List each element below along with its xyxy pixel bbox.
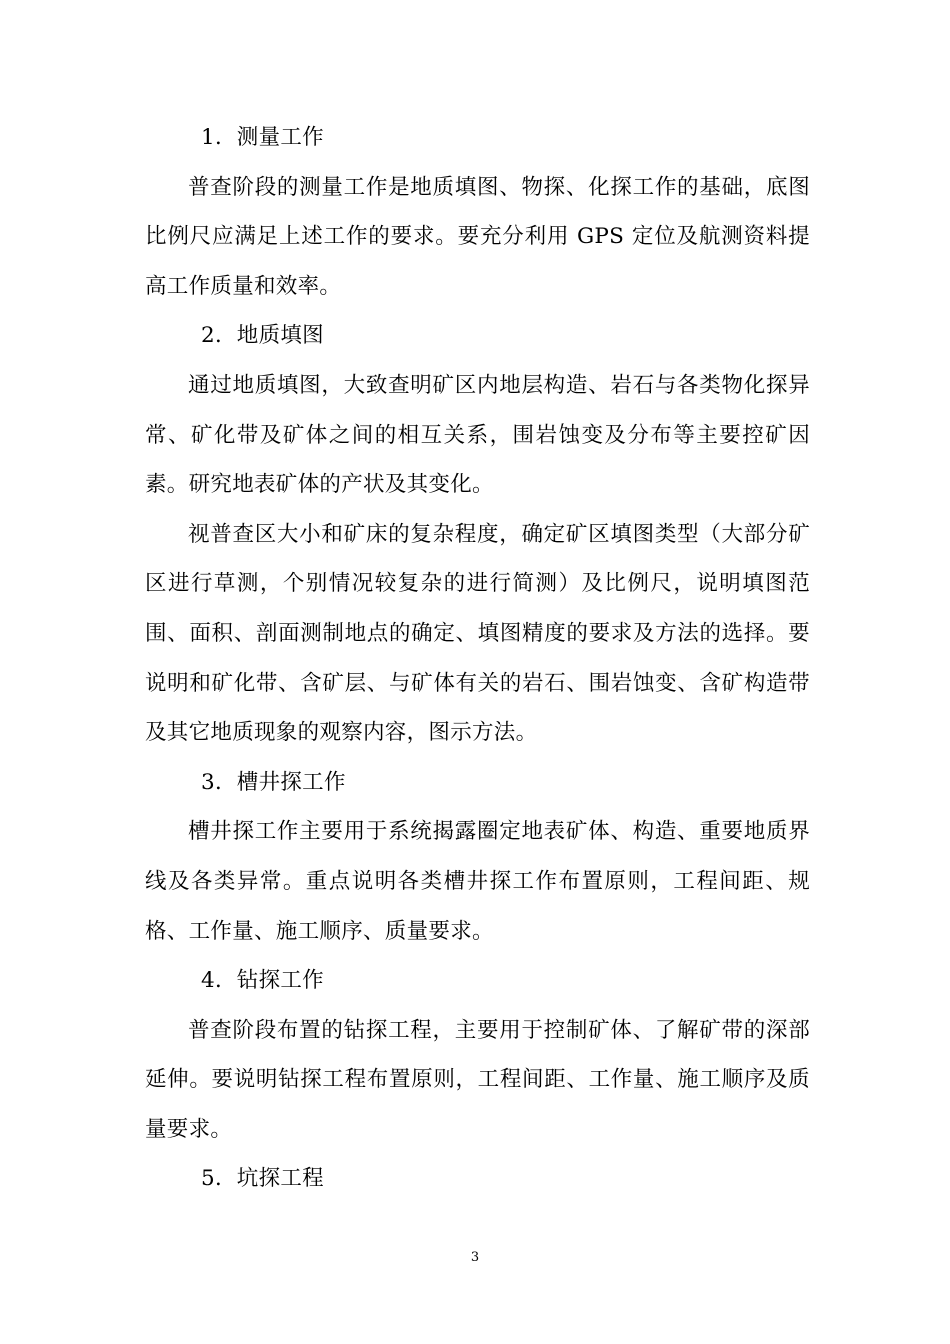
document-body	[145, 113, 810, 1204]
page-number: 3	[470, 1250, 480, 1265]
section-heading-trench-pit: 3．槽井探工作	[201, 769, 346, 795]
paragraph-geological-mapping-2: 视普查区大小和矿床的复杂程度，确定矿区填图类型（大部分矿区进行草测，个别情况较复杂的进行简测）及比例尺，说明填图范围、面积、剖面测制地点的确定、填图精度的要求及方法的选择。要说明和矿化带、含矿层、与矿体有关的岩石、围岩蚀变、含矿构造带及其它地质现象的观察内容，图示方法。	[145, 521, 810, 746]
section-heading-survey: 1．测量工作	[201, 125, 324, 150]
paragraph-survey: 普查阶段的测量工作是地质填图、物探、化探工作的基础，底图比例尺应满足上述工作的要求。要充分利用 GPS 定位及航测资料提高工作质量和效率。	[145, 174, 810, 299]
section-heading-drilling: 4．钻探工作	[201, 968, 324, 994]
paragraph-trench-pit: 槽井探工作主要用于系统揭露圈定地表矿体、构造、重要地质界线及各类异常。重点说明各类槽井探工作布置原则，工程间距、规格、工作量、施工顺序、质量要求。	[145, 819, 810, 944]
paragraph-geological-mapping-1: 通过地质填图，大致查明矿区内地层构造、岩石与各类物化探异常、矿化带及矿体之间的相互关系，围岩蚀变及分布等主要控矿因素。研究地表矿体的产状及其变化。	[145, 372, 810, 498]
paragraph-drilling: 普查阶段布置的钻探工程，主要用于控制矿体、了解矿带的深部延伸。要说明钻探工程布置原则，工程间距、工作量、施工顺序及质量要求。	[145, 1017, 810, 1142]
section-heading-geological-mapping: 2．地质填图	[201, 323, 324, 349]
section-heading-tunnelling: 5．坑探工程	[201, 1166, 324, 1192]
